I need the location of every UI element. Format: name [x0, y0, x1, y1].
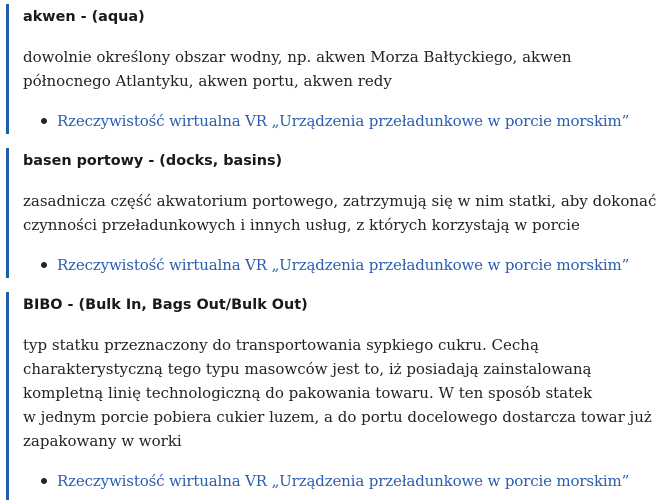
vr-link[interactable]: Rzeczywistość wirtualna VR „Urządzenia przeładunkowe w porcie morskim” — [57, 256, 630, 274]
definition-line: czynności przeładunkowych i innych usług, z których korzystają w porcie — [23, 216, 580, 234]
glossary-definition — [23, 333, 653, 453]
glossary-entry-akwen — [6, 4, 649, 134]
vr-link[interactable]: Rzeczywistość wirtualna VR „Urządzenia przeładunkowe w porcie morskim” — [57, 472, 630, 490]
definition-line: charakterystyczną tego typu masowców jest to, iż posiadają zainstalowaną — [23, 360, 592, 378]
list-item — [39, 109, 629, 133]
list-item — [39, 253, 629, 277]
related-links — [39, 469, 629, 493]
definition-line: typ statku przeznaczony do transportowania sypkiego cukru. Cechą — [23, 336, 539, 354]
definition-line: zasadnicza część akwatorium portowego, zatrzymują się w nim statki, aby dokonać — [23, 192, 657, 210]
definition-line: w jednym porcie pobiera cukier luzem, a do portu docelowego dostarcza towar już — [23, 408, 652, 426]
glossary-entry-bibo — [6, 292, 652, 500]
related-links — [39, 109, 629, 133]
glossary-term: BIBO - (Bulk In, Bags Out/Bulk Out) — [23, 297, 308, 313]
definition-line: północnego Atlantyku, akwen portu, akwen redy — [23, 72, 392, 90]
bullet-icon — [41, 118, 47, 124]
bullet-icon — [41, 478, 47, 484]
glossary-term: akwen - (aqua) — [23, 9, 145, 25]
definition-line: kompletną linię technologiczną do pakowania towaru. W ten sposób statek — [23, 384, 593, 402]
glossary-term: basen portowy - (docks, basins) — [23, 153, 283, 169]
related-links — [39, 253, 629, 277]
definition-line: zapakowany w worki — [23, 432, 182, 450]
glossary-definition — [23, 189, 657, 237]
definition-line: dowolnie określony obszar wodny, np. akwen Morza Bałtyckiego, akwen — [23, 48, 572, 66]
vr-link[interactable]: Rzeczywistość wirtualna VR „Urządzenia przeładunkowe w porcie morskim” — [57, 112, 630, 130]
bullet-icon — [41, 262, 47, 268]
glossary-definition — [23, 45, 653, 93]
list-item — [39, 469, 629, 493]
glossary-entry-basen-portowy — [6, 148, 657, 278]
